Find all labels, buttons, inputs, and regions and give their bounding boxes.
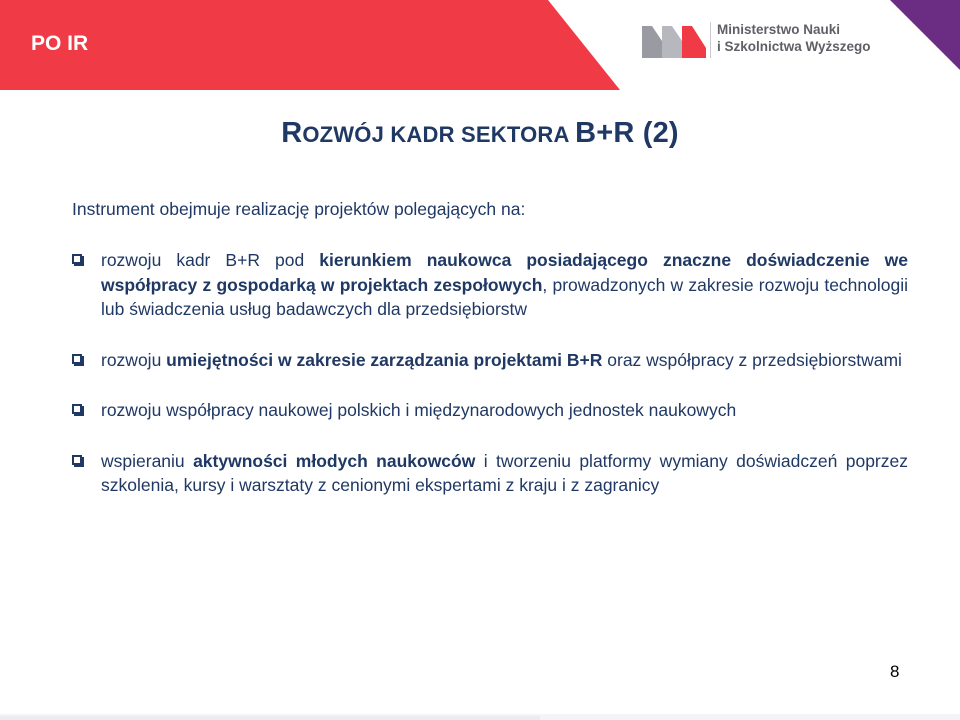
bullet-item [72,449,908,498]
checkbox-bullet-icon [72,455,82,465]
checkbox-bullet-icon [72,354,82,364]
title-cap: R [281,117,303,149]
section-label: PO IR [31,32,89,55]
red-banner [0,0,620,90]
page-number: 8 [890,662,900,681]
ministry-name [717,21,871,55]
checkbox-bullet-icon [72,254,82,264]
bullet-text-bold: kierunkiem naukowca posiadającego znaczne doświadczenie we współpracy z gospodarką w projektach zespołowych [101,250,908,295]
intro-text: Instrument obejmuje realizację projektów polegających na: [72,199,526,219]
bullet-text: oraz współpracy z przedsiębiorstwami [602,349,902,370]
bullet-text: , prowadzonych w zakresie rozwoju technologii lub świadczenia usług badawczych dla przedsiębiorstw [101,274,909,319]
checkbox-bullet-icon [72,404,82,414]
title-end: B+R (2) [575,117,679,149]
ministry-name-line2: i Szkolnictwa Wyższego [717,39,871,54]
bullet-text: wspieraniu [101,450,194,471]
bullet-text: rozwoju kadr B+R pod [101,250,320,270]
logo-separator [710,22,711,58]
bullet-text: rozwoju [101,349,167,370]
footer-accent [0,716,540,720]
bullet-text-bold: aktywności młodych naukowców [193,450,476,471]
ministry-logo-icon [640,18,708,62]
bullet-text: rozwoju współpracy naukowej polskich i międzynarodowych jednostek naukowych [101,400,737,420]
slide-title [0,117,960,150]
purple-corner [890,0,960,70]
title-smallcaps: OZWÓJ KADR SEKTORA [302,122,576,147]
bullet-item [72,348,908,373]
bullet-list [72,248,908,498]
bullet-text: i tworzeniu platformy wymiany doświadczeń poprzez szkolenia, kursy i warsztaty z cenionymi ekspertami z kraju i z zagranicy [101,450,908,495]
ministry-name-line1: Ministerstwo Nauki [717,22,841,37]
bullet-item [72,398,908,423]
bullet-text-bold: umiejętności w zakresie zarządzania projektami B+R [166,349,603,370]
bullet-item [72,248,908,322]
